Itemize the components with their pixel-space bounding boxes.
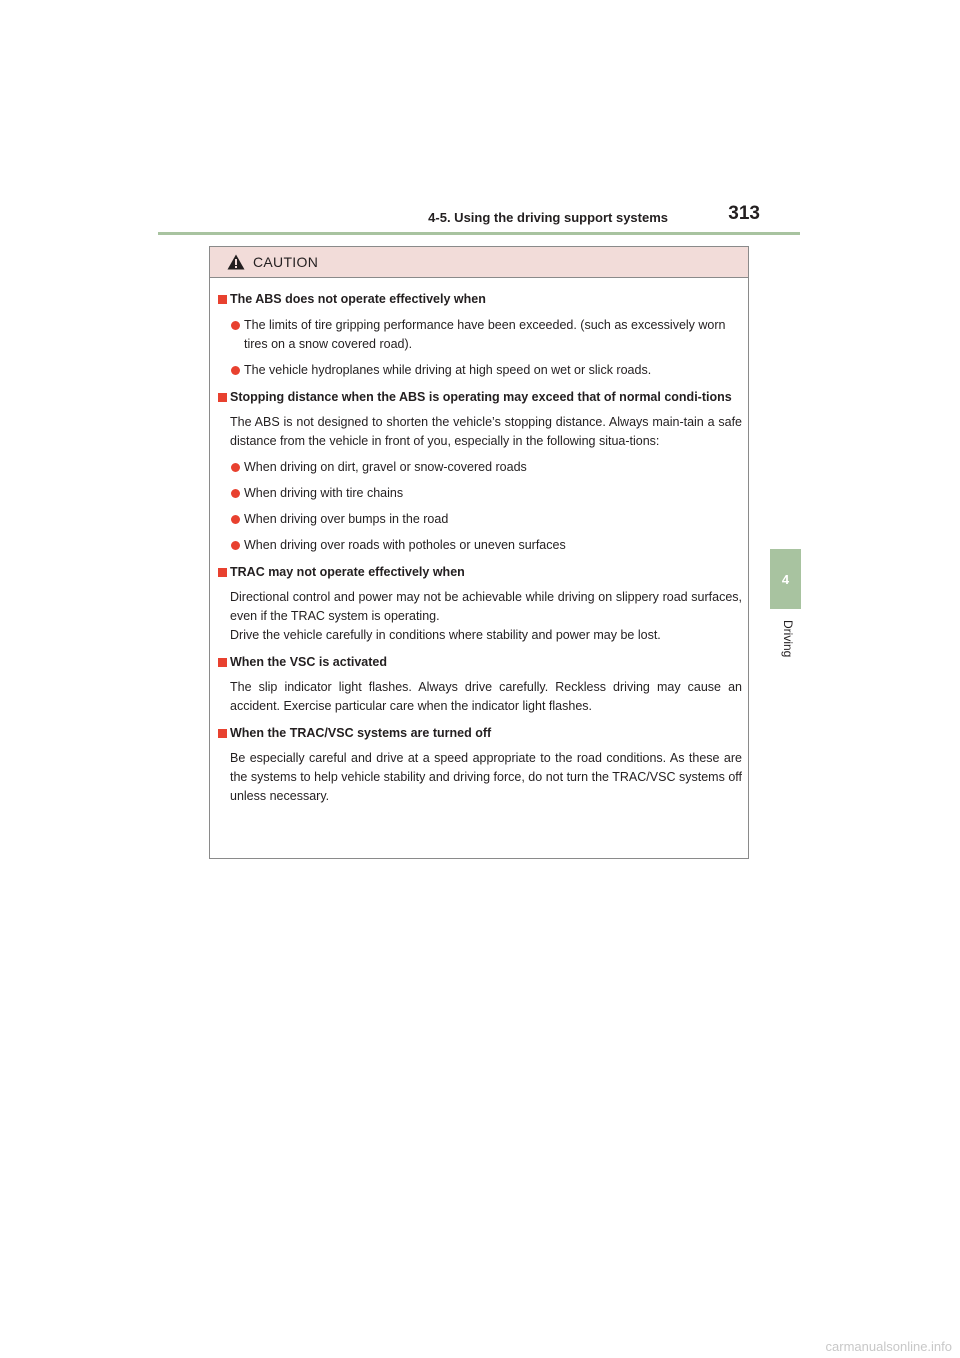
list-item: When driving on dirt, gravel or snow-covered roads <box>218 458 742 477</box>
circle-bullet-icon <box>231 463 240 472</box>
caution-section-vsc <box>218 653 742 716</box>
section-paragraph: Directional control and power may not be achievable while driving on slippery road surfaces, even if the TRAC system is operating. Drive the vehicle carefully in conditions where stability and power may be lost. <box>230 590 742 642</box>
section-heading: Stopping distance when the ABS is operating may exceed that of normal condi-tions <box>218 388 742 407</box>
square-bullet-icon <box>218 568 227 577</box>
page-number: 313 <box>728 203 760 224</box>
caution-section-abs <box>218 290 742 380</box>
section-paragraph: The slip indicator light flashes. Always drive carefully. Reckless driving may cause an accident. Exercise particular care when the indicator light flashes. <box>230 680 742 713</box>
circle-bullet-icon <box>231 541 240 550</box>
section-title: 4-5. Using the driving support systems <box>428 210 668 225</box>
section-heading: When the VSC is activated <box>218 653 742 672</box>
circle-bullet-icon <box>231 366 240 375</box>
caution-section-trac <box>218 563 742 645</box>
chapter-tab <box>770 549 801 609</box>
chapter-number: 4 <box>781 571 790 587</box>
section-heading: When the TRAC/VSC systems are turned off <box>218 724 742 743</box>
list-item: The vehicle hydroplanes while driving at high speed on wet or slick roads. <box>218 361 742 380</box>
header-divider <box>158 232 800 235</box>
caution-title: CAUTION <box>253 254 319 270</box>
watermark: carmanualsonline.info <box>825 1339 952 1354</box>
caution-body <box>210 278 748 806</box>
section-paragraph: Be especially careful and drive at a speed appropriate to the road conditions. As these are the systems to help vehicle stability and driving force, do not turn the TRAC/VSC systems off unless necessary. <box>230 751 742 803</box>
circle-bullet-icon <box>231 321 240 330</box>
list-item: When driving over bumps in the road <box>218 510 742 529</box>
square-bullet-icon <box>218 393 227 402</box>
circle-bullet-icon <box>231 489 240 498</box>
caution-box <box>209 246 749 859</box>
caution-section-stopping-distance <box>218 388 742 555</box>
circle-bullet-icon <box>231 515 240 524</box>
square-bullet-icon <box>218 729 227 738</box>
section-heading: TRAC may not operate effectively when <box>218 563 742 582</box>
chapter-label: Driving <box>781 620 795 658</box>
list-item: The limits of tire gripping performance have been exceeded. (such as excessively worn tires on a snow covered road). <box>218 316 742 354</box>
list-item: When driving with tire chains <box>218 484 742 503</box>
section-paragraph: The ABS is not designed to shorten the vehicle’s stopping distance. Always main-tain a safe distance from the vehicle in front of you, especially in the following situa-tions: <box>230 415 742 448</box>
square-bullet-icon <box>218 658 227 667</box>
section-heading: The ABS does not operate effectively when <box>218 290 742 309</box>
caution-section-trac-vsc-off <box>218 724 742 806</box>
caution-header <box>210 247 748 278</box>
list-item: When driving over roads with potholes or uneven surfaces <box>218 536 742 555</box>
square-bullet-icon <box>218 295 227 304</box>
warning-triangle-icon <box>227 254 245 270</box>
